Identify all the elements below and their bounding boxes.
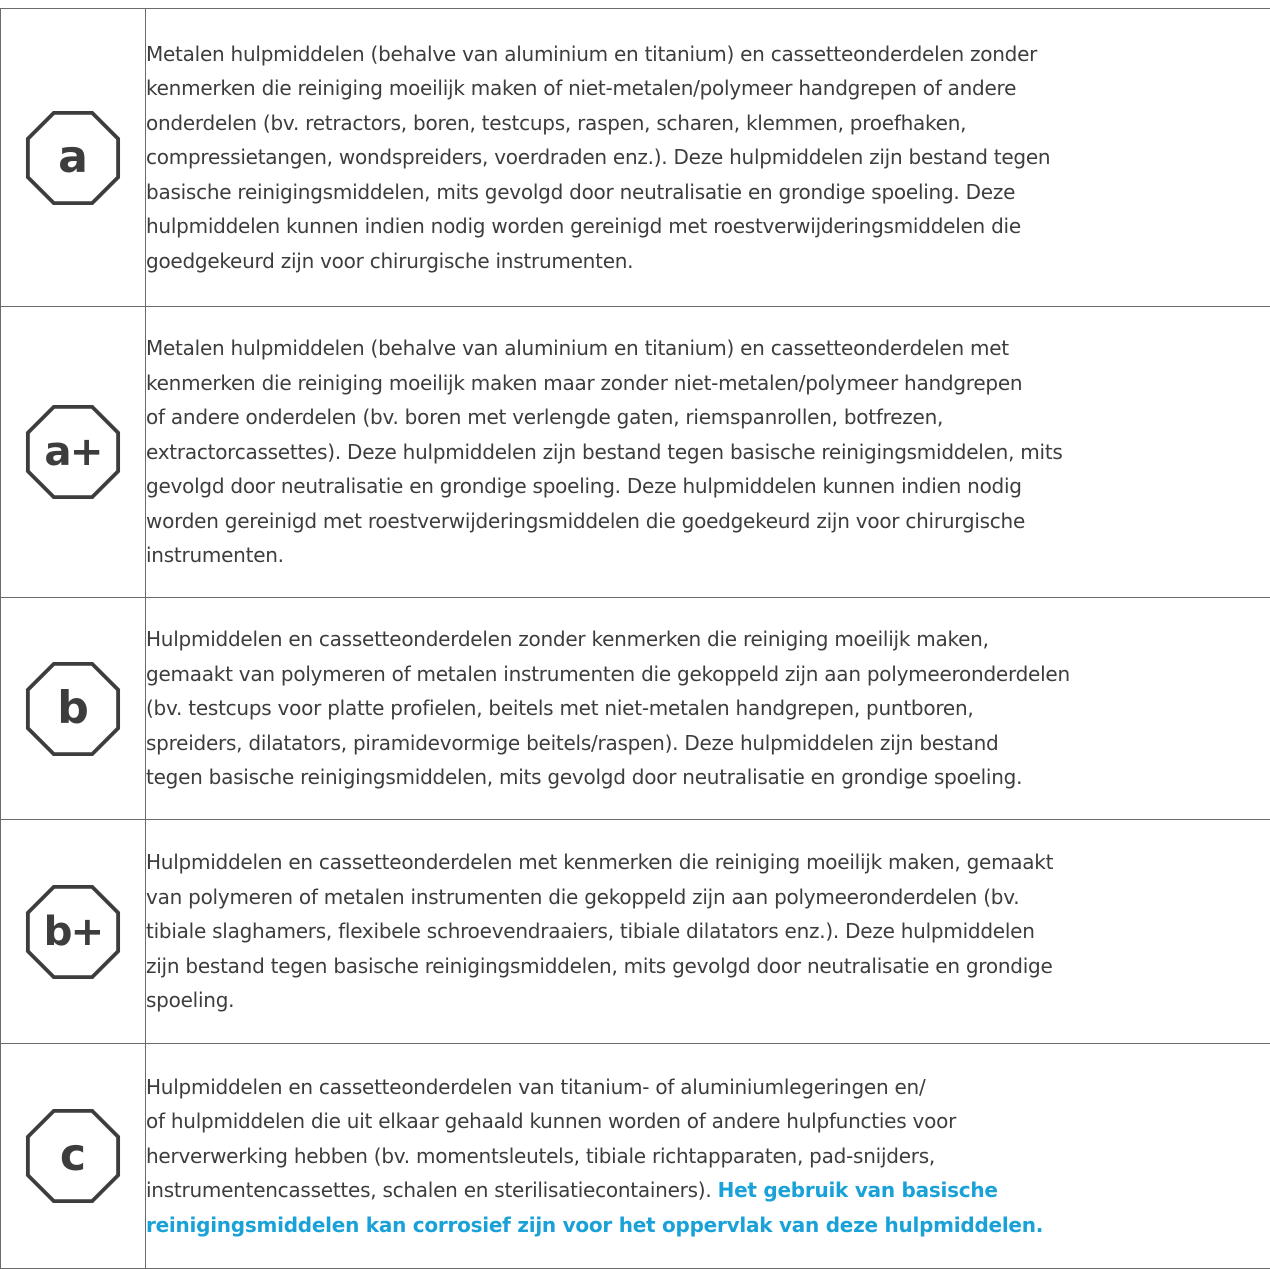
description-text (146, 622, 1270, 795)
description-line: van polymeren of metalen instrumenten die gekoppeld zijn aan polymeeronderdelen (bv. (146, 880, 1270, 915)
description-line: instrumenten. (146, 538, 1270, 573)
badge-cell (1, 307, 146, 598)
description-cell (146, 1044, 1270, 1269)
description-text (146, 1070, 1270, 1243)
description-cell (146, 820, 1270, 1044)
description-line: (bv. testcups voor platte profielen, beitels met niet-metalen handgrepen, puntboren, (146, 691, 1270, 726)
table-row (1, 9, 1270, 307)
description-line: spoeling. (146, 983, 1270, 1018)
octagon-icon (25, 404, 121, 500)
description-line: goedgekeurd zijn voor chirurgische instrumenten. (146, 244, 1270, 279)
cleaning-category-table (0, 8, 1270, 1269)
description-text (146, 331, 1270, 573)
table-row (1, 598, 1270, 820)
description-line: basische reinigingsmiddelen, mits gevolgd door neutralisatie en grondige spoeling. Deze (146, 175, 1270, 210)
octagon-icon (25, 661, 121, 757)
description-line: herverwerking hebben (bv. momentsleutels, tibiale richtapparaten, pad-snijders, (146, 1139, 1270, 1174)
description-line: hulpmiddelen kunnen indien nodig worden gereinigd met roestverwijderingsmiddelen die (146, 209, 1270, 244)
description-line: kenmerken die reiniging moeilijk maken maar zonder niet-metalen/polymeer handgrepen (146, 366, 1270, 401)
description-line: of hulpmiddelen die uit elkaar gehaald kunnen worden of andere hulpfuncties voor (146, 1104, 1270, 1139)
description-line: Metalen hulpmiddelen (behalve van aluminium en titanium) en cassetteonderdelen zonder (146, 37, 1270, 72)
description-line: Hulpmiddelen en cassetteonderdelen zonder kenmerken die reiniging moeilijk maken, (146, 622, 1270, 657)
description-text (146, 37, 1270, 279)
description-line: compressietangen, wondspreiders, voerdraden enz.). Deze hulpmiddelen zijn bestand tegen (146, 140, 1270, 175)
description-line: gevolgd door neutralisatie en grondige spoeling. Deze hulpmiddelen kunnen indien nodig (146, 469, 1270, 504)
warning-highlight: Het gebruik van basische (718, 1178, 998, 1202)
table-row (1, 307, 1270, 598)
octagon-icon (25, 110, 121, 206)
badge-cell (1, 1044, 146, 1269)
table-row (1, 820, 1270, 1044)
description-line (146, 1173, 1270, 1208)
description-cell (146, 9, 1270, 307)
table-row (1, 1044, 1270, 1269)
octagon-icon (25, 884, 121, 980)
badge-cell (1, 820, 146, 1044)
badge-cell (1, 9, 146, 307)
description-line: of andere onderdelen (bv. boren met verlengde gaten, riemspanrollen, botfrezen, (146, 400, 1270, 435)
description-text-fragment: instrumentencassettes, schalen en sterilisatiecontainers). (146, 1178, 711, 1202)
description-line: zijn bestand tegen basische reinigingsmiddelen, mits gevolgd door neutralisatie en grondige (146, 949, 1270, 984)
description-line: onderdelen (bv. retractors, boren, testcups, raspen, scharen, klemmen, proefhaken, (146, 106, 1270, 141)
description-line: tegen basische reinigingsmiddelen, mits gevolgd door neutralisatie en grondige spoeling. (146, 760, 1270, 795)
badge-label: a (58, 131, 88, 182)
description-line: gemaakt van polymeren of metalen instrumenten die gekoppeld zijn aan polymeeronderdelen (146, 657, 1270, 692)
description-line: Metalen hulpmiddelen (behalve van aluminium en titanium) en cassetteonderdelen met (146, 331, 1270, 366)
warning-highlight: reinigingsmiddelen kan corrosief zijn voor het oppervlak van deze hulpmiddelen. (146, 1208, 1270, 1243)
badge-label: b (57, 682, 89, 733)
description-cell (146, 598, 1270, 820)
description-line: Hulpmiddelen en cassetteonderdelen van titanium- of aluminiumlegeringen en/ (146, 1070, 1270, 1105)
description-line: Hulpmiddelen en cassetteonderdelen met kenmerken die reiniging moeilijk maken, gemaakt (146, 845, 1270, 880)
badge-label: b+ (44, 907, 103, 954)
description-line: spreiders, dilatators, piramidevormige beitels/raspen). Deze hulpmiddelen zijn bestand (146, 726, 1270, 761)
description-text (146, 845, 1270, 1018)
badge-label: c (60, 1130, 86, 1181)
description-cell (146, 307, 1270, 598)
description-line: extractorcassettes). Deze hulpmiddelen zijn bestand tegen basische reinigingsmiddelen, mits (146, 435, 1270, 470)
badge-label: a+ (44, 428, 101, 475)
badge-cell (1, 598, 146, 820)
octagon-icon (25, 1108, 121, 1204)
description-line: tibiale slaghamers, flexibele schroevendraaiers, tibiale dilatators enz.). Deze hulpmiddelen (146, 914, 1270, 949)
description-line: kenmerken die reiniging moeilijk maken of niet-metalen/polymeer handgrepen of andere (146, 71, 1270, 106)
description-line: worden gereinigd met roestverwijderingsmiddelen die goedgekeurd zijn voor chirurgische (146, 504, 1270, 539)
